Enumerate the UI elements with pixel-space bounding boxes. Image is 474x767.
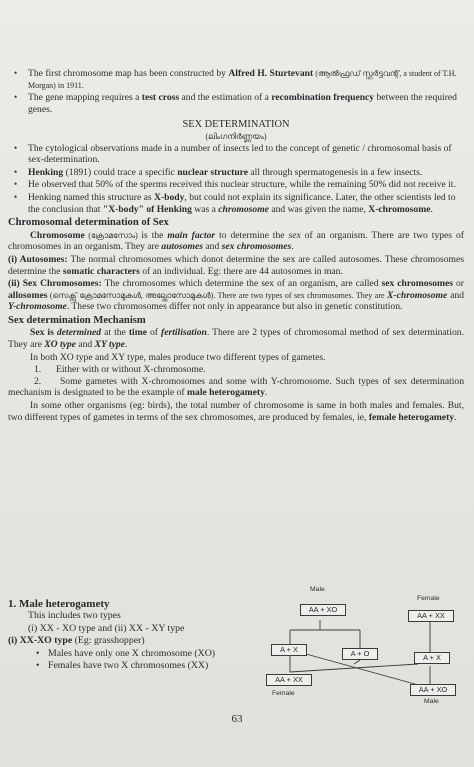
text: Some gametes with X-chromosomes and some with Y-chromosome. Such types of sex determination mechanism is designated to be the example of	[8, 375, 464, 399]
para-chromosome	[8, 230, 464, 253]
text: . There are 2 types of chromosomal method of sex determination. They are	[8, 327, 464, 351]
text: and the estimation of a	[179, 92, 272, 104]
bullet-gene-mapping	[8, 92, 464, 115]
text: The normal chromosomes which donot determine the sex are called autosomes. These chromosomes determine the	[8, 253, 465, 277]
heading-mechanism: Sex determination Mechanism	[8, 314, 146, 326]
text: to determine the	[215, 229, 289, 241]
label-male-bottom: Male	[424, 698, 439, 705]
text: .	[291, 241, 294, 253]
bullet-x-body	[8, 192, 464, 215]
list-item-2	[8, 376, 464, 399]
text: Chromosome	[30, 229, 85, 241]
text: test cross	[141, 92, 180, 104]
text: .	[430, 203, 433, 215]
text: (i) Autosomes:	[8, 253, 68, 265]
text: .	[124, 339, 128, 351]
bullet-henking-1891	[8, 167, 464, 179]
box-a-x-left: A + X	[271, 644, 307, 656]
text: recombination frequency	[271, 92, 375, 104]
item-sex-chromosomes	[8, 278, 464, 313]
para-fertilisation	[8, 327, 464, 350]
label-female-top: Female	[417, 595, 440, 602]
text: of	[146, 327, 162, 339]
text: The gene mapping requires a	[28, 92, 142, 104]
box-aa-xo-top: AA + XO	[300, 604, 346, 616]
text: allosomes	[8, 289, 48, 301]
text: and	[447, 289, 464, 301]
list-item-1	[8, 364, 464, 376]
box-aa-xo-bottom: AA + XO	[410, 684, 456, 696]
page-number: 63	[231, 713, 243, 725]
xx-xo-cross-diagram	[262, 582, 467, 712]
text: was a	[191, 203, 219, 215]
text: XY type	[94, 339, 125, 351]
text: (ആൽഫ്രഡ് സ്റ്റർട്ടവന്റ്, a student of T.H. Morgan) in 1911.	[28, 69, 457, 90]
label-male-top: Male	[310, 586, 325, 593]
box-aa-xx-bottom: AA + XX	[266, 674, 312, 686]
text: He observed that 50% of the sperms received this nuclear structure, while the remaining 50% did not receive it.	[28, 179, 456, 191]
box-a-o: A + O	[342, 648, 378, 660]
para-female-heterogamety	[8, 400, 464, 423]
text: XO type	[44, 339, 76, 351]
text: fertilisation	[161, 327, 207, 339]
text: Either with or without X-chromosome.	[56, 364, 206, 376]
text: all through spermatogenesis in a few insects.	[248, 166, 423, 178]
list-number: 1.	[34, 364, 42, 376]
text: (i) XX-XO type	[8, 635, 73, 647]
text: male heterogamety	[187, 387, 265, 399]
males-xo: • Males have only one X chromosome (XO)	[8, 648, 468, 660]
list-number: 2.	[34, 375, 42, 387]
bullet-sturtevant	[8, 68, 464, 91]
bullet-cytological	[8, 143, 464, 166]
text: sex chromosomes	[381, 278, 454, 290]
text: somatic characters	[62, 265, 140, 277]
text: . These two chromosomes differ not only in appearance but also in genetic constitution.	[66, 301, 403, 313]
text: female heterogamety	[368, 411, 455, 423]
text: The first chromosome map has been constructed by	[28, 68, 229, 79]
text: Sex is	[30, 327, 57, 339]
text: X-body	[154, 191, 185, 203]
text: autosomes	[161, 241, 203, 253]
types-list: (i) XX - XO type and (ii) XX - XY type	[28, 622, 185, 634]
text: (1891) could trace a specific	[63, 166, 178, 178]
label-female-bottom: Female	[272, 690, 295, 697]
item-autosomes	[8, 254, 464, 277]
text: Henking	[28, 166, 64, 178]
text: (Eg: grasshopper)	[72, 635, 145, 647]
text: X-chromosome	[368, 203, 431, 215]
text: The cytological observations made in a number of insects led to the concept of genetic / chromosomal basis of sex-determination.	[28, 142, 452, 166]
heading-male-heterogamety: 1. Male heterogamety	[8, 598, 110, 610]
text: main factor	[167, 229, 216, 241]
text: of an individual. Eg: there are 44 autosomes in man.	[139, 265, 343, 277]
page-content	[8, 68, 464, 424]
text: is the	[141, 229, 168, 241]
para-gametes: In both XO type and XY type, males produce two different types of gametes.	[30, 351, 326, 363]
text: sex chromosomes	[221, 241, 292, 253]
text: .	[454, 411, 457, 423]
text: .	[264, 387, 268, 399]
box-a-x-right: A + X	[414, 652, 450, 664]
text: of an organism. There are two types of chromosomes in an organism. They are	[8, 229, 464, 253]
heading-chromosomal-determination: Chromosomal determination of Sex	[8, 217, 169, 229]
text: (ക്രോമസോം)	[84, 230, 142, 240]
text: The chromosomes which determine the sex of an organism, are called	[101, 278, 382, 290]
text: chromosome	[218, 203, 269, 215]
text: "X-body" of Henking	[102, 203, 192, 215]
females-xx: • Females have two X chromosomes (XX)	[8, 660, 468, 672]
section-title: SEX DETERMINATION	[182, 119, 290, 131]
text: between the required genes.	[28, 92, 457, 115]
text: at the	[101, 327, 129, 339]
text: or	[453, 278, 465, 290]
text: sex	[288, 229, 301, 241]
text: In some other organisms (eg: birds), the total number of chromosome is same in both males and females. But, two different types of gametes in terms of the sex chromosomes, are produced by females, ie,	[8, 400, 464, 423]
text: and	[75, 339, 95, 351]
text: Alfred H. Sturtevant	[228, 68, 314, 79]
text: Y-chromosome	[8, 301, 67, 313]
text: time	[128, 327, 147, 339]
text: (ii) Sex Chromosomes:	[8, 278, 102, 290]
types-line: This includes two types	[28, 610, 121, 622]
text: , but could not explain its significance. Later, the other scientists led to the conclusion that	[28, 191, 456, 215]
text: (സെക്സ് ക്രോമസോമുകൾ, അല്ലോസോമുകൾ). There are two types of sex chromosomes. They are	[47, 290, 388, 300]
text: nuclear structure	[177, 166, 249, 178]
text: and was given the name,	[268, 203, 369, 215]
text: determined	[56, 327, 102, 339]
box-aa-xx-top: AA + XX	[408, 610, 454, 622]
text: Henking named this structure as	[28, 191, 155, 203]
text: X-chromosome	[387, 289, 448, 301]
bullet-sperms	[8, 179, 464, 191]
section-subtitle: (ലിംഗനിർണ്ണയം)	[205, 131, 267, 141]
text: and	[202, 241, 222, 253]
